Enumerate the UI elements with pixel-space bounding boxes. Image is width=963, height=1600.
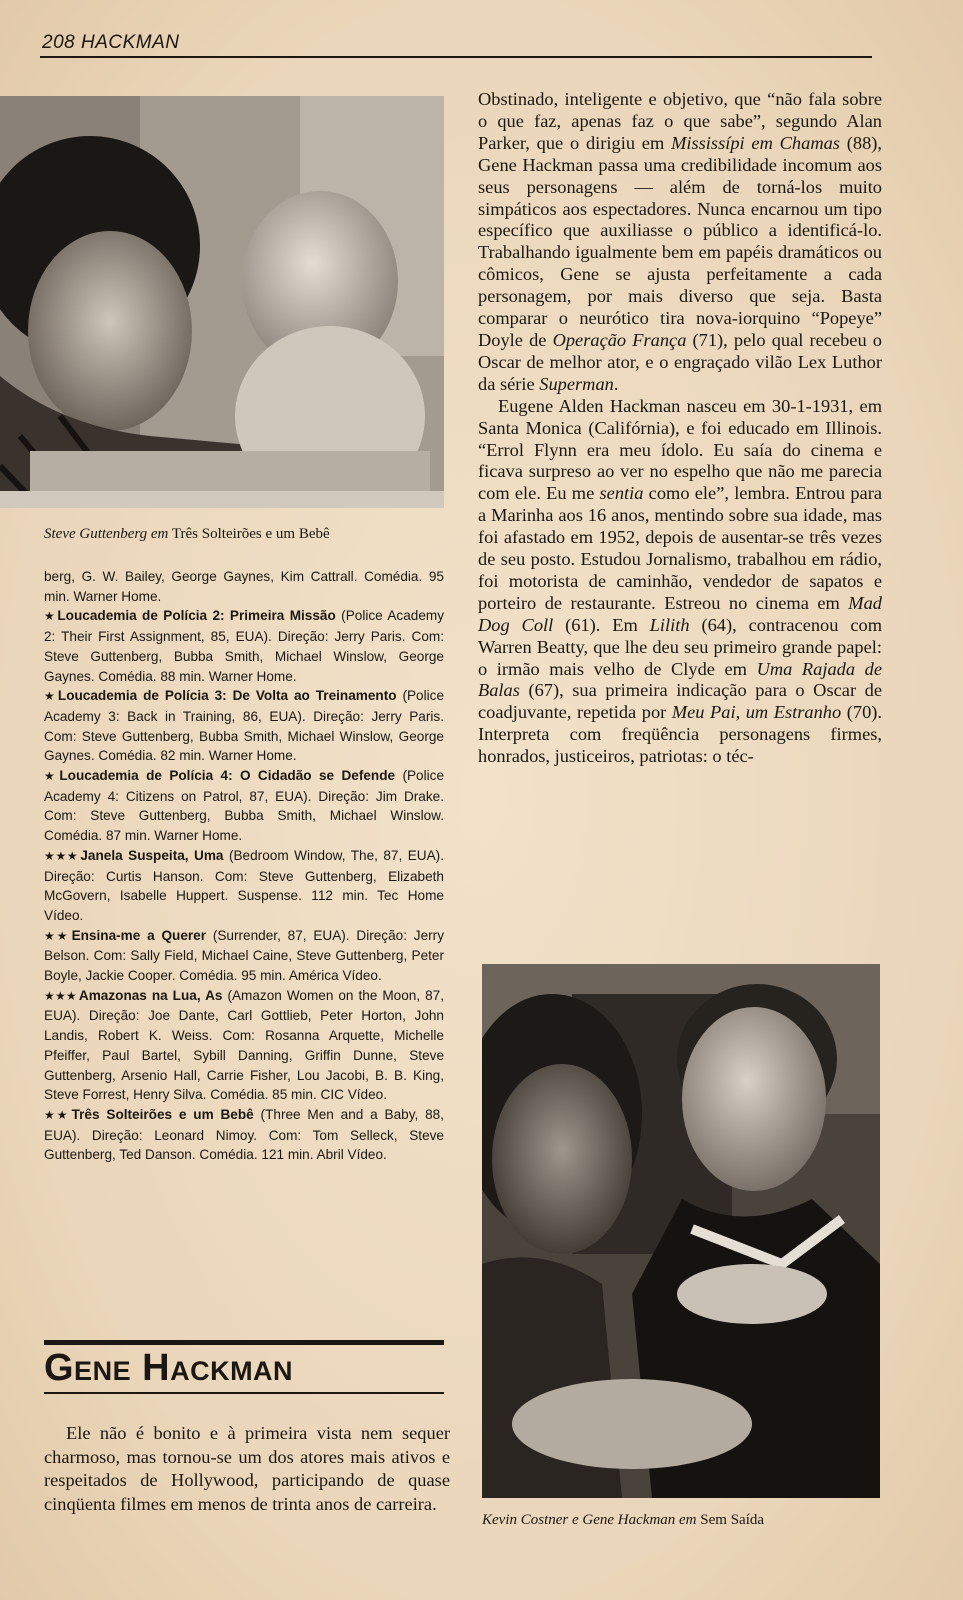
page-number: 208 [42,32,76,53]
photo-man-with-baby-image [0,96,444,508]
photo-two-men-image [482,964,880,1498]
film-details: (Police Academy 2: Their First Assignment, 85, EUA). Direção: Jerry Paris. Com: Steve Guttenberg, Bubba Smith, Michael Winslow, George Gaynes. Comédia. 88 min. Warner Home. [44,608,444,684]
running-title: HACKMAN [80,32,180,53]
text-run: Obstinado, inteligente e objetivo, que “não fala sobre o que faz, apenas faz o que sabe”, segundo Alan Parker, que o dirigiu em [478,89,882,153]
photo-man-with-baby [0,96,444,508]
film-details: (Police Academy 4: Citizens on Patrol, 87, EUA). Direção: Jim Drake. Com: Steve Guttenberg, Bubba Smith, Michael Winslow. Comédia. 87 min. Warner Home. [44,768,445,844]
filmography-entry [44,686,444,766]
film-details: (Amazon Women on the Moon, 87, EUA). Direção: Joe Dante, Carl Gottlieb, Peter Horton, John Landis, Robert K. Weiss. Com: Rosanna Arquette, Michelle Pfeiffer, Paul Bartel, Sybill Danning, Griffin Dunne, Steve Guttenberg, Arsenio Hall, Carrie Fisher, Lou Jacobi, B. B. King, Steve Forrest, Henry Silva. Comédia. 85 min. CIC Vídeo. [44,987,444,1103]
film-title: Mississípi em Chamas [671,132,840,153]
caption-film-title: Três Solteirões e um Bebê [171,526,330,542]
section-rule-top [44,1340,444,1345]
text-run: (67), sua primeira indicação para o Oscar de coadjuvante, repetida por [478,680,882,723]
section-rule-bottom [44,1392,444,1394]
filmography-entry [44,926,444,986]
film-details: (Police Academy 3: Back in Training, 86, EUA). Direção: Jerry Paris. Com: Steve Guttenberg, Bubba Smith, Michael Winslow, George Gaynes. Comédia. 82 min. Warner Home. [44,688,445,764]
film-details: (Bedroom Window, The, 87, EUA). Direção: Curtis Hanson. Com: Steve Guttenberg, Elizabeth McGovern, Isabelle Huppert. Suspense. 112 min. Tec Home Vídeo. [44,847,444,923]
text-run: Eugene Alden Hackman nasceu em 30-1-1931, em Santa Monica (Califórnia), e foi educado em Illinois. “Errol Flynn era meu ídolo. Eu saía do cinema e ficava surpreso ao ver no espelho que não me parecia com ele. Eu me [478,395,882,504]
caption-names: Kevin Costner e Gene Hackman em [482,1512,697,1528]
film-title: Mad Dog Coll [478,592,882,635]
section-intro: Ele não é bonito e à primeira vista nem sequer charmoso, mas tornou-se um dos atores mais ativos e respeitados de Hollywood, participando de quase cinqüenta filmes em menos de trinta anos de carreira. [44,1423,450,1515]
film-title: Operação França [552,329,687,350]
rating-stars: ★ [44,769,58,784]
rating-stars: ★ [44,609,56,624]
running-head [42,32,180,54]
text-run: . [613,373,619,394]
filmography-continued-text: berg, G. W. Bailey, George Gaynes, Kim Cattrall. Comédia. 95 min. Warner Home. [44,569,444,604]
film-title: Loucademia de Polícia 3: De Volta ao Treinamento [57,688,397,704]
caption-film-title: Sem Saída [700,1512,765,1528]
filmography-entry [44,606,444,686]
film-title: Três Solteirões e um Bebê [71,1106,254,1122]
film-title: Superman [539,373,614,394]
film-title: Uma Rajada de Balas [478,658,882,701]
film-title: Lilith [649,614,690,635]
biography-paragraph [478,396,882,768]
photo-caption [44,526,330,543]
rating-stars: ★★★ [44,848,79,863]
filmography-entry [44,766,444,846]
rating-stars: ★ [44,689,56,704]
section-title: Gene Hackman [44,1347,294,1389]
text-run: (64), contracenou com Warren Beatty, que lhe deu seu primeiro grande papel: o irmão mais velho de Clyde em [478,614,883,679]
header-rule [40,56,872,58]
rating-stars: ★★ [44,1107,70,1122]
film-title: Loucademia de Polícia 4: O Cidadão se Defende [59,768,396,784]
film-details: (Surrender, 87, EUA). Direção: Jerry Belson. Com: Sally Field, Michael Caine, Steve Guttenberg, Peter Boyle, Jackie Cooper. Comédia. 95 min. América Vídeo. [44,927,445,984]
text-run: (88), Gene Hackman passa uma credibilidade incomum aos seus personagens — além de torná-los muito simpáticos aos espectadores. Nunca encarnou um tipo específico que auxiliasse o público a identificá-lo. Trabalhando igualmente bem em papéis dramáticos ou cômicos, Gene se ajusta perfeitamente a cada personagem, por mais diverso que seja. Basta comparar o neurótico tira nova-iorquino “Popeye” Doyle de [478,132,882,350]
text-run: como ele”, lembra. Entrou para a Marinha aos 16 anos, mentindo sobre sua idade, mas foi afastado em 1952, depois de ausentar-se três vezes de seu posto. Estudou Jornalismo, trabalhou em rádio, foi motorista de caminhão, vendedor de sapatos e porteiro de restaurante. Estreou no cinema em [478,483,883,613]
film-title: Ensina-me a Querer [71,927,207,943]
text-run: (71), pelo qual recebeu o Oscar de melhor ator, e o engraçado vilão Lex Luthor da série [478,329,882,394]
filmography-entry [44,1105,444,1165]
caption-names: Steve Guttenberg em [44,526,169,542]
film-title: Janela Suspeita, Uma [80,847,224,863]
filmography-entry [44,846,444,926]
film-title: Loucademia de Polícia 2: Primeira Missão [57,608,336,624]
film-title: Amazonas na Lua, As [78,987,223,1003]
emphasis: sentia [599,483,644,504]
filmography-entry [44,986,444,1105]
filmography-list [44,567,444,1165]
photo-caption [482,1512,764,1529]
film-details: (Three Men and a Baby, 88, EUA). Direção: Leonard Nimoy. Com: Tom Selleck, Steve Guttenberg, Ted Danson. Comédia. 121 min. Abril Vídeo. [44,1106,444,1163]
text-run: (70). Interpreta com freqüência personagens firmes, honrados, justiceiros, patriotas: o téc- [478,702,882,767]
rating-stars: ★★ [44,928,70,943]
biography-paragraph [478,89,882,396]
film-title: Meu Pai, um Estranho [671,702,842,723]
text-run: (61). Em [553,614,650,635]
rating-stars: ★★★ [44,988,77,1003]
biography-text [478,89,882,768]
photo-two-men [482,964,880,1498]
